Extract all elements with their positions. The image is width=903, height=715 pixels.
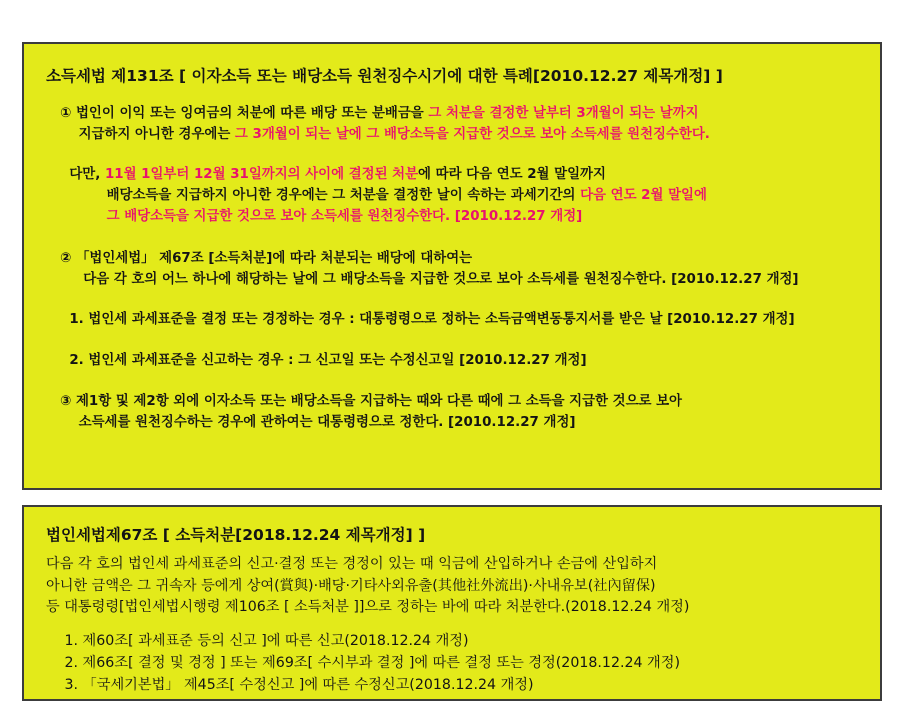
highlighted-text: 그 처분을 결정한 날부터 3개월이 되는 날까지 — [428, 106, 699, 121]
corporate-tax-item-list — [60, 630, 680, 696]
income-tax-paragraph-2-item-2 — [60, 351, 587, 372]
highlighted-text: 다음 연도 2월 말일에 — [580, 187, 707, 203]
text-line — [60, 249, 799, 270]
text-line — [60, 270, 799, 291]
text-line — [60, 351, 587, 372]
income-tax-paragraph-2-item-1 — [60, 310, 795, 331]
text-line — [60, 186, 707, 207]
text-line — [46, 597, 689, 619]
income-tax-act-card — [22, 42, 882, 490]
text-line — [60, 104, 710, 125]
text-line — [60, 125, 710, 146]
highlighted-text: 그 3개월이 되는 날에 그 배당소득을 지급한 것으로 보아 소득세를 원천징수한다. — [234, 126, 710, 142]
income-tax-paragraph-1 — [60, 104, 710, 146]
income-tax-paragraph-2 — [60, 249, 799, 291]
income-tax-act-title: 소득세법 제131조 [ 이자소득 또는 배당소득 원천징수시기에 대한 특례[2010.12.27 제목개정] ] — [46, 67, 723, 85]
text-run: 소득세를 원천징수하는 경우에 관하여는 대통령령으로 정한다. [2010.12.27 개정] — [60, 414, 576, 430]
corporate-tax-body — [46, 554, 689, 619]
text-run: 다만, — [60, 167, 105, 182]
text-run: 아니한 금액은 그 귀속자 등에게 상여(賞與)·배당·기타사외유출(其他社外流出)·사내유보(社內留保) — [46, 577, 656, 594]
text-run: 등 대통령령[법인세법시행령 제106조 [ 소득처분 ]]으로 정하는 바에 따라 처분한다.(2018.12.24 개정) — [46, 599, 690, 616]
text-line — [46, 554, 689, 576]
text-run: 3. 「국세기본법」 제45조[ 수정신고 ]에 따른 수정신고(2018.12.24 개정) — [60, 677, 534, 693]
text-line — [60, 413, 682, 434]
text-run: ③ 제1항 및 제2항 외에 이자소득 또는 배당소득을 지급하는 때와 다른 때에 그 소득을 지급한 것으로 보아 — [60, 394, 682, 409]
highlighted-text: 그 배당소득을 지급한 것으로 보아 소득세를 원천징수한다. [2010.12.27 개정] — [60, 208, 583, 224]
text-run: 에 따라 다음 연도 2월 말일까지 — [418, 167, 606, 182]
text-run: 2. 법인세 과세표준을 신고하는 경우 : 그 신고일 또는 수정신고일 [2010.12.27 개정] — [60, 353, 587, 368]
text-line — [60, 165, 707, 186]
text-line — [60, 630, 680, 652]
text-run: 지급하지 아니한 경우에는 — [60, 126, 235, 142]
income-tax-paragraph-3 — [60, 392, 682, 434]
text-run: 배당소득을 지급하지 아니한 경우에는 그 처분을 결정한 날이 속하는 과세기간의 — [60, 187, 581, 203]
income-tax-paragraph-1-proviso — [60, 165, 707, 227]
corporate-tax-act-title: 법인세법제67조 [ 소득처분[2018.12.24 제목개정] ] — [46, 526, 426, 544]
text-run: 2. 제66조[ 결정 및 경정 ] 또는 제69조[ 수시부과 결정 ]에 따른 결정 또는 경정(2018.12.24 개정) — [60, 655, 680, 671]
text-line — [46, 576, 689, 598]
corporate-tax-act-card — [22, 505, 882, 701]
highlighted-text: 11월 1일부터 12월 31일까지의 사이에 결정된 처분 — [104, 167, 419, 182]
text-line — [60, 652, 680, 674]
text-line — [60, 674, 680, 696]
text-line — [60, 207, 707, 228]
text-run: ② 「법인세법」 제67조 [소득처분]에 따라 처분되는 배당에 대하여는 — [60, 251, 473, 266]
text-line — [60, 392, 682, 413]
text-run: ① 법인이 이익 또는 잉여금의 처분에 따른 배당 또는 분배금을 — [60, 106, 429, 121]
text-run: 다음 각 호의 어느 하나에 해당하는 날에 그 배당소득을 지급한 것으로 보아 소득세를 원천징수한다. [2010.12.27 개정] — [60, 271, 799, 287]
text-run: 1. 법인세 과세표준을 결정 또는 경정하는 경우 : 대통령령으로 정하는 소득금액변동통지서를 받은 날 [2010.12.27 개정] — [60, 312, 795, 327]
text-run: 1. 제60조[ 과세표준 등의 신고 ]에 따른 신고(2018.12.24 개정) — [60, 633, 469, 649]
text-run: 다음 각 호의 법인세 과세표준의 신고·결정 또는 경정이 있는 때 익금에 산입하거나 손금에 산입하지 — [46, 556, 658, 572]
text-line — [60, 310, 795, 331]
